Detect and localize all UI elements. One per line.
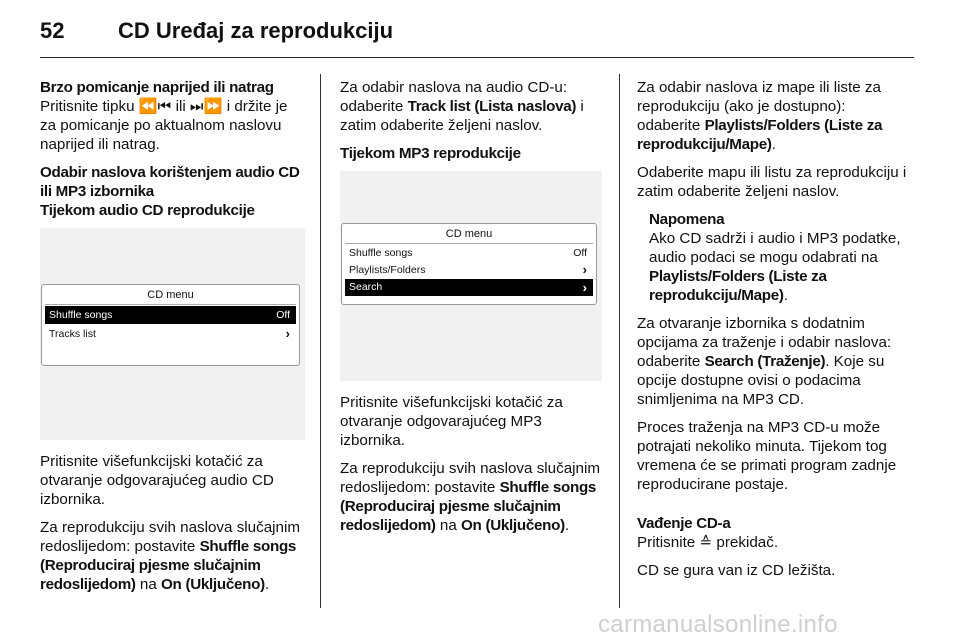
column-3 (637, 78, 907, 589)
column-divider-2 (619, 74, 620, 608)
paragraph-search-duration: Proces traženja na MP3 CD-u može potrajati nekoliko minuta. Tijekom tog vremena će se primati program zadnje reproducirane postaje. (637, 419, 897, 493)
column-1 (40, 78, 305, 603)
menu-row-playlists[interactable]: Playlists/Folders › (349, 262, 587, 277)
paragraph-eject-result: CD se gura van iz CD ležišta. (637, 562, 836, 579)
page-title: CD Uređaj za reprodukciju (118, 18, 394, 43)
column-2 (340, 78, 605, 544)
heading-fast-forward: Brzo pomicanje naprijed ili natrag (40, 79, 274, 96)
cd-menu-screenshot-mp3 (340, 171, 602, 381)
eject-icon: ≙ (699, 534, 713, 551)
rewind-prev-icon: ⏪⏮ (138, 98, 172, 115)
paragraph-select-folder: Odaberite mapu ili listu za reprodukciju i zatim odaberite željeni naslov. (637, 164, 907, 200)
chevron-right-icon: › (285, 326, 290, 341)
note-title: Napomena (649, 211, 725, 228)
paragraph-track-list: Za odabir naslova na audio CD-u: odaberite Track list (Lista naslova) i zatim odaberite željeni naslov. (340, 79, 584, 134)
column-divider-1 (320, 74, 321, 608)
paragraph-shuffle: Za reprodukciju svih naslova slučajnim redoslijedom: postavite Shuffle songs (Reproduciraj pjesme slučajnim redoslijedom) na On (Uključeno). (40, 519, 300, 593)
paragraph-search: Za otvaranje izbornika s dodatnim opcijama za traženje i odabir naslova: odaberite Search (Traženje). Koje su opcije dostupne ovisi o podacima snimljenima na MP3 CD. (637, 315, 892, 408)
chevron-right-icon: › (582, 262, 587, 277)
subheading-mp3: Tijekom MP3 reprodukcije (340, 145, 521, 162)
note-text: Ako CD sadrži i audio i MP3 podatke, audio podaci se mogu odabrati na Playlists/Folders (Liste za reprodukciju/Mape). (649, 230, 901, 304)
note-box (649, 210, 907, 305)
menu-separator (45, 304, 296, 305)
watermark: carmanualsonline.info (598, 611, 838, 638)
menu-title: CD menu (445, 228, 493, 240)
next-forward-icon: ⏭⏩ (189, 98, 223, 115)
cd-menu-screenshot-audio (40, 228, 305, 440)
heading-eject: Vađenje CD-a (637, 515, 731, 532)
subheading-audio-cd: Tijekom audio CD reprodukcije (40, 202, 255, 219)
paragraph-open-mp3-menu: Pritisnite višefunkcijski kotačić za otvaranje odgovarajućeg MP3 izbornika. (340, 394, 563, 449)
chevron-right-icon: › (582, 280, 587, 295)
lcd-display (341, 223, 597, 305)
header-rule (40, 57, 914, 58)
menu-row-shuffle[interactable]: Shuffle songs Off (349, 247, 587, 259)
menu-row-search[interactable]: Search › (345, 279, 593, 296)
menu-row-shuffle[interactable]: Shuffle songs Off (45, 306, 296, 324)
paragraph-fast-forward: Pritisnite tipku ⏪⏮ ili ⏭⏩ i držite je za pomicanje po aktualnom naslovu naprijed ili natrag. (40, 98, 288, 153)
paragraph-open-menu: Pritisnite višefunkcijski kotačić za otvaranje odgovarajućeg audio CD izbornika. (40, 453, 274, 508)
menu-separator (345, 243, 593, 244)
heading-select-track: Odabir naslova korištenjem audio CD ili MP3 izbornika (40, 164, 300, 200)
paragraph-eject: Pritisnite ≙ prekidač. (637, 534, 779, 551)
page-number: 52 (40, 18, 65, 43)
paragraph-shuffle-mp3: Za reprodukciju svih naslova slučajnim redoslijedom: postavite Shuffle songs (Reproduciraj pjesme slučajnim redoslijedom) na On (Uključeno). (340, 460, 600, 534)
paragraph-playlists: Za odabir naslova iz mape ili liste za reprodukciju (ako je dostupno): odaberite Playlists/Folders (Liste za reprodukciju/Mape). (637, 79, 883, 153)
lcd-display (41, 284, 300, 366)
menu-title: CD menu (147, 289, 194, 301)
menu-row-tracks-list[interactable]: Tracks list › (49, 326, 290, 341)
